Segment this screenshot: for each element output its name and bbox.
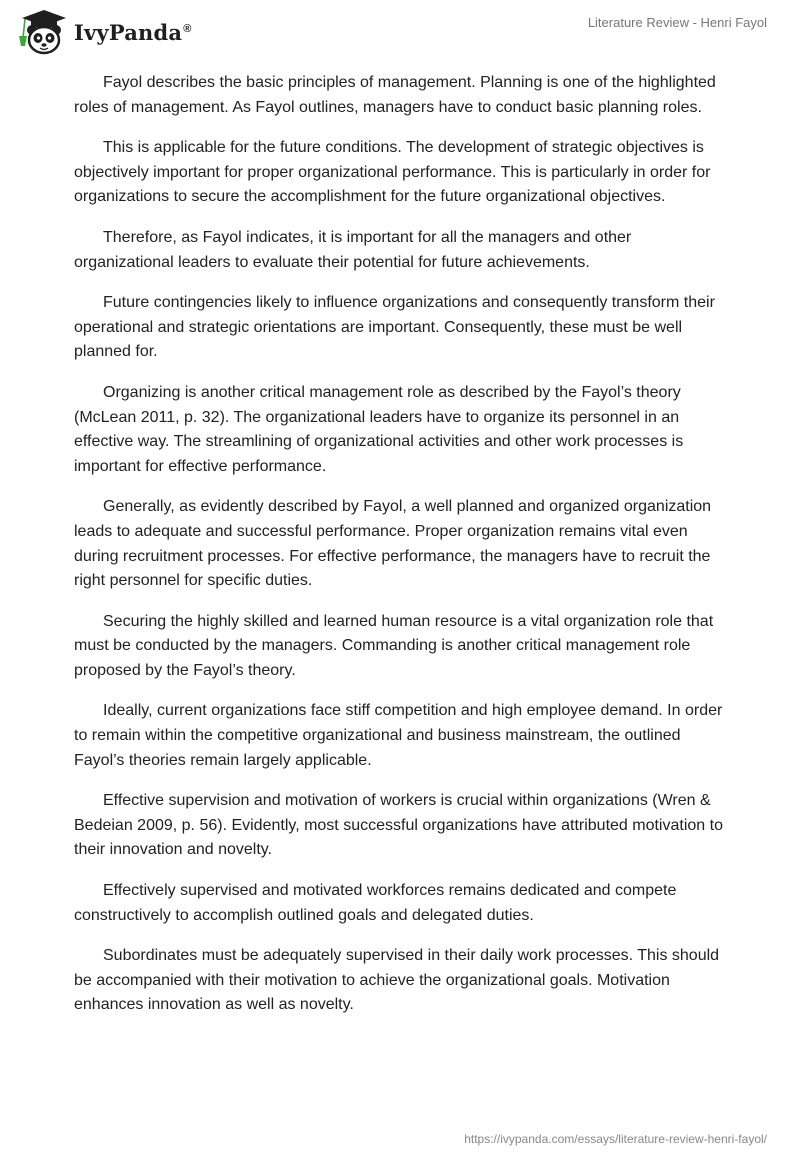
panda-graduate-icon [14, 8, 70, 56]
paragraph: Effectively supervised and motivated workforces remains dedicated and compete constructively to accomplish outlined goals and delegated duties. [74, 882, 677, 924]
registered-mark: ® [183, 22, 192, 35]
page-header [0, 0, 800, 60]
essay-body [74, 71, 729, 1034]
paragraph: Fayol describes the basic principles of management. Planning is one of the highlighted roles of management. As Fayol outlines, managers have to conduct basic planning roles. [74, 74, 716, 116]
paragraph: Effective supervision and motivation of workers is crucial within organizations (Wren & Bedeian 2009, p. 56). Evidently, most successful organizations have attributed motivation to their innovation and novelty. [74, 792, 723, 859]
brand-name-text: IvyPanda [74, 19, 183, 45]
source-url-link[interactable]: https://ivypanda.com/essays/literature-review-henri-fayol/ [464, 1132, 767, 1146]
paragraph: Future contingencies likely to influence organizations and consequently transform their operational and strategic orientations are important. Consequently, these must be well planned for. [74, 294, 715, 361]
paragraph: Ideally, current organizations face stiff competition and high employee demand. In order to remain within the competitive organizational and business mainstream, the outlined Fayol’s theories remain largely applicable. [74, 702, 723, 769]
brand-logo[interactable] [14, 8, 192, 56]
paragraph: Organizing is another critical management role as described by the Fayol’s theory (McLean 2011, p. 32). The organizational leaders have to organize its personnel in an effective way. The streamlining of organizational activities and other work processes is important for effective performance. [74, 383, 684, 475]
document-title: Literature Review - Henri Fayol [587, 15, 767, 30]
paragraph: Securing the highly skilled and learned human resource is a vital organization role that must be conducted by the managers. Commanding is another critical management role proposed by the Fayol’s theory. [74, 612, 714, 679]
paragraph: Generally, as evidently described by Fayol, a well planned and organized organization leads to adequate and successful performance. Proper organization remains vital even during recruitment processes. For effective performance, the managers have to recruit the right personnel for specific duties. [74, 498, 712, 590]
paragraph: This is applicable for the future conditions. The development of strategic objectives is objectively important for proper organizational performance. This is particularly in order for organizations to secure the accomplishment for the future organizational objectives. [74, 139, 711, 206]
brand-name [74, 20, 192, 45]
paragraph: Subordinates must be adequately supervised in their daily work processes. This should be accompanied with their motivation to achieve the organizational goals. Motivation enhances innovation as well as novelty. [74, 947, 720, 1014]
paragraph: Therefore, as Fayol indicates, it is important for all the managers and other organizational leaders to evaluate their potential for future achievements. [74, 228, 632, 271]
